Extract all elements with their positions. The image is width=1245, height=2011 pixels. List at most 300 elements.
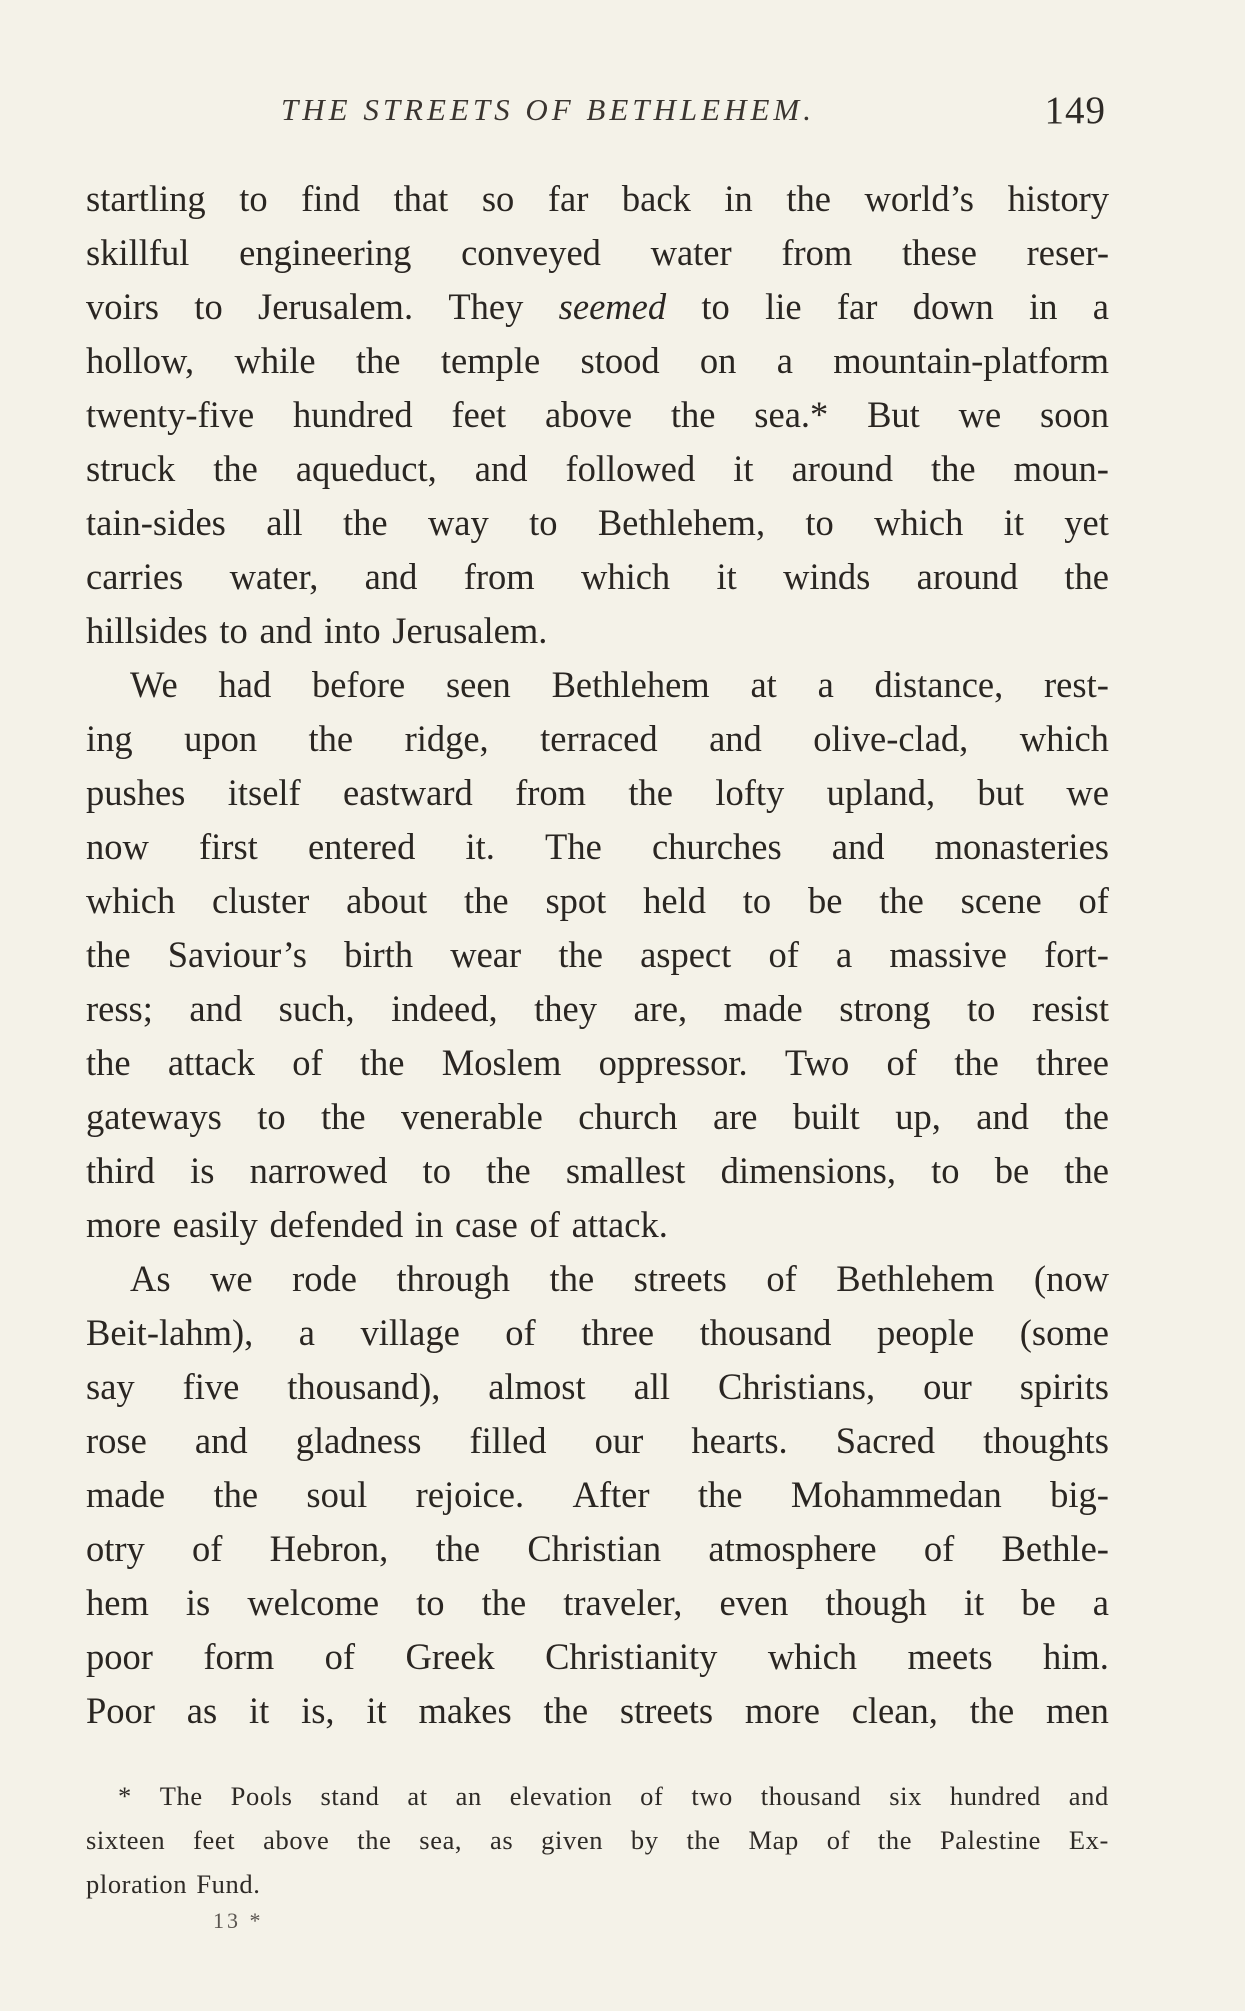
text-line [86, 1576, 1109, 1630]
word: to [219, 610, 248, 651]
word: Two [784, 1042, 850, 1083]
word: history [1007, 178, 1109, 219]
word: the [213, 448, 258, 489]
word: Mohammedan [790, 1474, 1002, 1515]
word: and [976, 1096, 1029, 1137]
word: they [534, 988, 597, 1029]
word: of [886, 1042, 917, 1083]
word: Fund. [196, 1869, 261, 1899]
word: in [724, 178, 753, 219]
text-line [86, 442, 1109, 496]
page-number: 149 [1044, 89, 1106, 132]
word: on [699, 340, 737, 381]
word: which [767, 1636, 858, 1677]
word: around [791, 448, 893, 489]
text-line [86, 1306, 1109, 1360]
word: it [248, 1690, 270, 1731]
word: rejoice. [415, 1474, 525, 1515]
word: of [529, 1204, 560, 1245]
word: be [807, 880, 843, 921]
word: in [414, 1204, 444, 1245]
word: is [185, 1582, 211, 1623]
word: up, [895, 1096, 941, 1137]
word: seen [445, 664, 511, 705]
word: * [118, 1781, 132, 1811]
word: sixteen [86, 1825, 166, 1855]
word: venerable [400, 1096, 543, 1137]
word: at [750, 664, 777, 705]
word: churches [651, 826, 782, 867]
word: and [189, 988, 243, 1029]
word: to [701, 286, 730, 327]
word: to [416, 1582, 445, 1623]
word: but [977, 772, 1025, 813]
word: lofty [715, 772, 785, 813]
word: yet [1064, 502, 1109, 543]
word: a [298, 1312, 315, 1353]
word: skillful [86, 232, 190, 273]
footnote-line [86, 1774, 1109, 1818]
word: We [130, 664, 178, 705]
word: it [1003, 502, 1024, 543]
text-line [86, 1090, 1109, 1144]
word: startling [86, 178, 206, 219]
word: from [463, 556, 535, 597]
word: world’s [864, 178, 975, 219]
word: far [836, 286, 878, 327]
word: birth [344, 934, 414, 975]
word: mountain-platform [833, 340, 1109, 381]
word: poor [86, 1636, 153, 1677]
text-line [86, 604, 1109, 658]
word: gateways [86, 1096, 222, 1137]
word: hollow, [86, 340, 195, 381]
word: They [448, 286, 524, 327]
word: hem [86, 1582, 149, 1623]
word: Beit-lahm), [86, 1312, 254, 1353]
word: by [630, 1825, 659, 1855]
word: the [931, 448, 976, 489]
word: to [805, 502, 834, 543]
word: strong [839, 988, 931, 1029]
word: of [292, 1042, 323, 1083]
word: the [697, 1474, 743, 1515]
word: the [86, 934, 131, 975]
word: engineering [239, 232, 412, 273]
word: Bethle- [1001, 1528, 1109, 1569]
word: about [346, 880, 428, 921]
word: almost [488, 1366, 586, 1407]
word: case [455, 1204, 518, 1245]
word: Pools [230, 1781, 293, 1811]
word: soon [1039, 394, 1109, 435]
word: as [186, 1690, 218, 1731]
word: The [545, 826, 602, 867]
word: are, [633, 988, 688, 1029]
word: rest- [1044, 664, 1109, 705]
word: from [515, 772, 587, 813]
word: of [324, 1636, 356, 1677]
word: traveler, [563, 1582, 683, 1623]
text-line [86, 388, 1109, 442]
word: atmosphere [708, 1528, 877, 1569]
word: narrowed [249, 1150, 388, 1191]
word: pushes [86, 772, 186, 813]
word: a [817, 664, 834, 705]
word: held [643, 880, 706, 921]
word: church [578, 1096, 678, 1137]
word: Ex- [1068, 1825, 1109, 1855]
word: which [580, 556, 671, 597]
word: the [549, 1258, 595, 1299]
word: more [86, 1204, 161, 1245]
footnote-line [86, 1818, 1109, 1862]
word: carries [86, 556, 184, 597]
word: conveyed [461, 232, 601, 273]
word: to [967, 988, 996, 1029]
word: it [733, 448, 754, 489]
footnote [86, 1774, 1109, 1906]
word: ridge, [404, 718, 489, 759]
word: and [709, 718, 762, 759]
word: the [543, 1690, 589, 1731]
word: the [1064, 1096, 1109, 1137]
word: to [239, 178, 268, 219]
word: streets [633, 1258, 727, 1299]
word: twenty-five [86, 394, 255, 435]
word: to [194, 286, 223, 327]
word: which [86, 880, 176, 921]
word: Christianity [545, 1636, 718, 1677]
word: thousand [699, 1312, 832, 1353]
word: it [716, 556, 737, 597]
word: while [234, 340, 316, 381]
word: scene [960, 880, 1042, 921]
word: the [86, 1042, 131, 1083]
word: and [831, 826, 885, 867]
word: we [210, 1258, 253, 1299]
word: itself [227, 772, 301, 813]
word: indeed, [391, 988, 498, 1029]
word: far [547, 178, 589, 219]
word: above [263, 1825, 330, 1855]
footnote-line [86, 1862, 1109, 1906]
word: from [781, 232, 853, 273]
word: terraced [540, 718, 658, 759]
word: in [1029, 286, 1058, 327]
word: the [213, 1474, 259, 1515]
word: Bethlehem [836, 1258, 995, 1299]
word: the [670, 394, 716, 435]
word: big- [1050, 1474, 1109, 1515]
word: though [825, 1582, 927, 1623]
word: six [889, 1781, 922, 1811]
word: people [876, 1312, 975, 1353]
word: these [901, 232, 977, 273]
word: of [192, 1528, 223, 1569]
word: stood [580, 340, 660, 381]
word: is, [301, 1690, 335, 1731]
word: him. [1042, 1636, 1109, 1677]
word: the [686, 1825, 721, 1855]
word: the [969, 1690, 1015, 1731]
word: thousand [760, 1781, 862, 1811]
word: Poor [86, 1690, 155, 1731]
word: we [1066, 772, 1109, 813]
word: it [366, 1690, 387, 1731]
text-line [86, 1198, 1109, 1252]
word: of [768, 934, 799, 975]
word: it. [465, 826, 495, 867]
text-line [86, 1468, 1109, 1522]
word: Bethlehem [551, 664, 710, 705]
text-line [86, 280, 1109, 334]
word: the [308, 718, 354, 759]
word: hillsides [86, 610, 208, 651]
word: of [505, 1312, 536, 1353]
word: meets [907, 1636, 993, 1677]
text-line [86, 334, 1109, 388]
word: voirs [86, 286, 159, 327]
word: at [407, 1781, 428, 1811]
word: the [877, 1825, 913, 1855]
word: (now [1033, 1258, 1109, 1299]
word: around [916, 556, 1019, 597]
word: of [766, 1258, 797, 1299]
word: of [640, 1781, 664, 1811]
word: reser- [1026, 232, 1109, 273]
word: Bethlehem, [597, 502, 766, 543]
word: more [744, 1690, 820, 1731]
word: defended [269, 1204, 404, 1245]
word: we [958, 394, 1002, 435]
word: the [355, 340, 401, 381]
word: so [481, 178, 515, 219]
text-line [86, 172, 1109, 226]
word: water, [229, 556, 319, 597]
word: tain-sides [86, 502, 226, 543]
word: followed [565, 448, 696, 489]
text-line [86, 1522, 1109, 1576]
word: form [203, 1636, 275, 1677]
text-line [86, 1036, 1109, 1090]
word: hearts. [691, 1420, 788, 1461]
word: wear [450, 934, 522, 975]
word: our [923, 1366, 972, 1407]
word: (some [1019, 1312, 1109, 1353]
word: two [691, 1781, 733, 1811]
word: now [86, 826, 149, 867]
word: entered [307, 826, 416, 867]
word: men [1046, 1690, 1109, 1731]
word: ress; [86, 988, 153, 1029]
word: the [359, 1042, 405, 1083]
word: that [393, 178, 449, 219]
word: Christian [527, 1528, 662, 1569]
word: the [321, 1096, 366, 1137]
word: After [572, 1474, 650, 1515]
text-line [86, 982, 1109, 1036]
text-line [86, 712, 1109, 766]
word: hundred [949, 1781, 1041, 1811]
word: to [257, 1096, 286, 1137]
word: Jerusalem. [258, 286, 414, 327]
word: say [86, 1366, 135, 1407]
body-text [86, 172, 1109, 1738]
word: an [455, 1781, 482, 1811]
word: moun- [1013, 448, 1109, 489]
word: find [301, 178, 360, 219]
word: aqueduct, [295, 448, 437, 489]
word: streets [619, 1690, 714, 1731]
word: Greek [405, 1636, 495, 1677]
word: to [742, 880, 772, 921]
text-line [86, 496, 1109, 550]
word: the [954, 1042, 999, 1083]
word: to [931, 1150, 960, 1191]
text-line [86, 874, 1109, 928]
word: which [874, 502, 964, 543]
word: easily [172, 1204, 258, 1245]
word: ing [86, 718, 133, 759]
word: a [776, 340, 793, 381]
text-line [86, 658, 1109, 712]
text-line [86, 1684, 1109, 1738]
text-line [86, 820, 1109, 874]
word: and [474, 448, 528, 489]
word: the [481, 1582, 527, 1623]
text-line [86, 1414, 1109, 1468]
word: Sacred [835, 1420, 936, 1461]
word: winds [783, 556, 871, 597]
word: be [994, 1150, 1030, 1191]
signature-mark: 13 * [213, 1908, 264, 1933]
text-line [86, 1360, 1109, 1414]
word: of [1078, 880, 1109, 921]
word: and [194, 1420, 248, 1461]
running-head: THE STREETS OF BETHLEHEM. [281, 92, 815, 127]
word: water [650, 232, 732, 273]
word: into [323, 610, 381, 651]
word: Christians, [717, 1366, 876, 1407]
word: our [594, 1420, 644, 1461]
word: the [464, 880, 509, 921]
word: Palestine [939, 1825, 1042, 1855]
word: the [628, 772, 673, 813]
word: thousand), [287, 1366, 441, 1407]
word: are [712, 1096, 758, 1137]
word: of [826, 1825, 851, 1855]
word: the [343, 502, 388, 543]
word: before [311, 664, 406, 705]
word: way [427, 502, 489, 543]
word: a [1092, 286, 1109, 327]
word: As [130, 1258, 171, 1299]
word: welcome [247, 1582, 380, 1623]
word: feet [193, 1825, 236, 1855]
word: hundred [293, 394, 413, 435]
word: five [182, 1366, 240, 1407]
page-header [86, 89, 1106, 142]
word: feet [451, 394, 507, 435]
word: and [259, 610, 313, 651]
word: which [1019, 718, 1109, 759]
word: eastward [343, 772, 473, 813]
word: it [963, 1582, 985, 1623]
text-line [86, 1630, 1109, 1684]
word: to [422, 1150, 451, 1191]
word: given [541, 1825, 604, 1855]
word: lie [765, 286, 802, 327]
word: be [1021, 1582, 1056, 1623]
word: the [879, 880, 924, 921]
word: the [486, 1150, 531, 1191]
word: all [266, 502, 303, 543]
word: made [86, 1474, 166, 1515]
word: and [1068, 1781, 1109, 1811]
word: aspect [640, 934, 732, 975]
word: Hebron, [269, 1528, 389, 1569]
word: a [836, 934, 853, 975]
word: a [1092, 1582, 1109, 1623]
word: three [1036, 1042, 1109, 1083]
word: resist [1031, 988, 1109, 1029]
word: stand [320, 1781, 380, 1811]
word: Saviour’s [167, 934, 307, 975]
word: made [723, 988, 803, 1029]
text-line [86, 550, 1109, 604]
word: third [86, 1150, 155, 1191]
word: as [490, 1825, 514, 1855]
word: attack. [571, 1204, 668, 1245]
text-line [86, 928, 1109, 982]
word: massive [889, 934, 1007, 975]
text-line [86, 1144, 1109, 1198]
word: rode [292, 1258, 357, 1299]
word: the [786, 178, 831, 219]
word: thoughts [983, 1420, 1109, 1461]
word: back [621, 178, 691, 219]
word: even [719, 1582, 789, 1623]
word: had [218, 664, 272, 705]
word: sea, [419, 1825, 463, 1855]
word: through [396, 1258, 511, 1299]
word: olive-clad, [813, 718, 969, 759]
word: the [558, 934, 603, 975]
word: Map [748, 1825, 799, 1855]
word: upland, [826, 772, 936, 813]
word: cluster [212, 880, 310, 921]
word: down [912, 286, 994, 327]
word: the [357, 1825, 392, 1855]
word: soul [306, 1474, 368, 1515]
word: But [867, 394, 920, 435]
word: the [435, 1528, 481, 1569]
word: attack [167, 1042, 255, 1083]
word: ploration [86, 1869, 188, 1899]
word: makes [418, 1690, 512, 1731]
text-line [86, 1252, 1109, 1306]
word: the [1064, 1150, 1109, 1191]
word: above [544, 394, 633, 435]
word: The [159, 1781, 203, 1811]
word: distance, [874, 664, 1004, 705]
text-line [86, 226, 1109, 280]
word: clean, [851, 1690, 938, 1731]
word: temple [440, 340, 541, 381]
word: of [923, 1528, 955, 1569]
word: struck [86, 448, 176, 489]
